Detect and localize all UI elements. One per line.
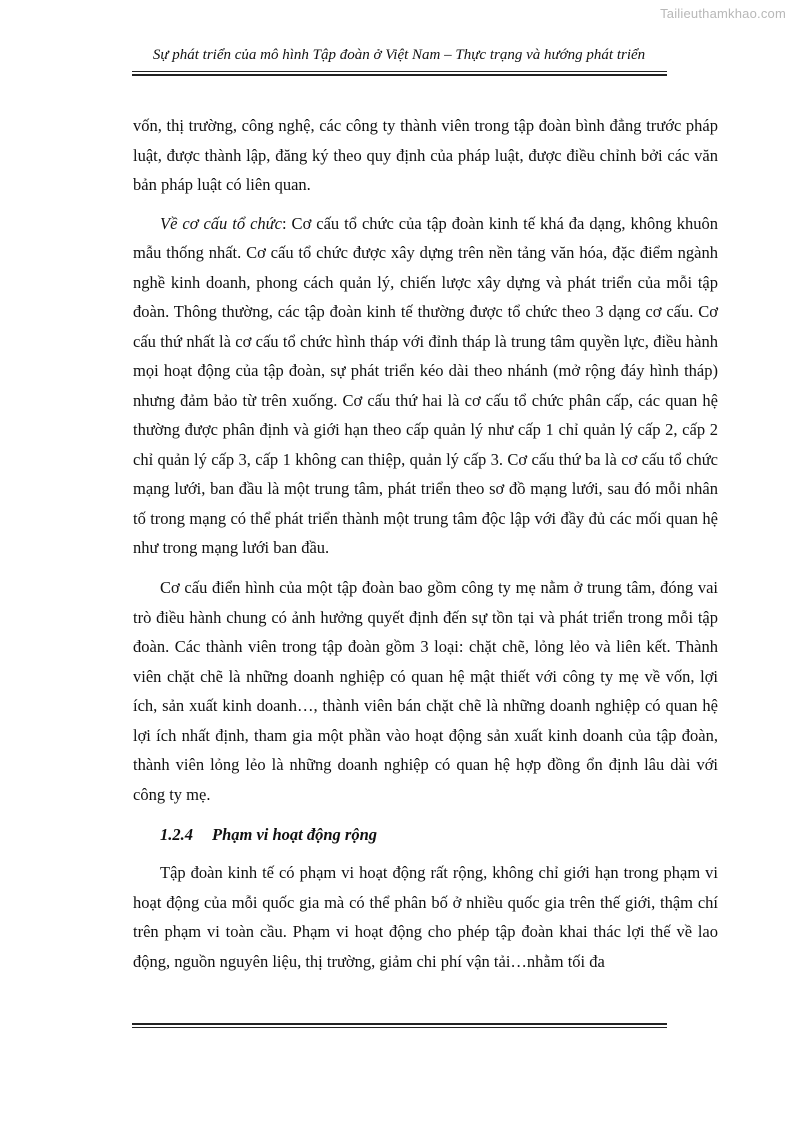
paragraph-organization-structure [133, 209, 718, 563]
page-body [133, 111, 718, 987]
section-heading [160, 820, 718, 850]
running-header: Sự phát triển của mô hình Tập đoàn ở Việt Nam – Thực trạng và hướng phát triển [152, 47, 646, 63]
paragraph-typical-structure: Cơ cấu điển hình của một tập đoàn bao gồm công ty mẹ nằm ở trung tâm, đóng vai trò điều hành chung có ảnh hưởng quyết định đến sự tồn tại và phát triển trong mỗi tập đoàn. Các thành viên trong tập đoàn gồm 3 loại: chặt chẽ, lỏng lẻo và liên kết. Thành viên chặt chẽ là những doanh nghiệp có quan hệ mật thiết với công ty mẹ về vốn, lợi ích, sản xuất kinh doanh…, thành viên bán chặt chẽ là những doanh nghiệp có quan hệ lợi ích nhất định, tham gia một phần vào hoạt động sản xuất kinh doanh của tập đoàn, thành viên lỏng lẻo là những doanh nghiệp có quan hệ hợp đồng ổn định lâu dài với công ty mẹ. [133, 578, 718, 804]
footer-rule [132, 1027, 667, 1028]
header-rule [132, 71, 667, 72]
header-rule-thick [132, 74, 667, 76]
section-title: Phạm vi hoạt động rộng [212, 824, 378, 844]
paragraph-scope: Tập đoàn kinh tế có phạm vi hoạt động rất rộng, không chỉ giới hạn trong phạm vi hoạt động của mỗi quốc gia mà có thể phân bố ở nhiều quốc gia trên thế giới, thậm chí trên phạm vi toàn cầu. Phạm vi hoạt động cho phép tập đoàn khai thác lợi thế về lao động, nguồn nguyên liệu, thị trường, giảm chi phí vận tải…nhằm tối đa [133, 863, 718, 971]
paragraph-lead-phrase: Về cơ cấu tổ chức [160, 213, 282, 233]
footer-rule-thick [132, 1023, 667, 1025]
watermark-text: Tailieuthamkhao.com [660, 6, 786, 21]
section-number: 1.2.4 [160, 824, 193, 844]
paragraph-continuation: vốn, thị trường, công nghệ, các công ty thành viên trong tập đoàn bình đẳng trước pháp luật, được thành lập, đăng ký theo quy định của pháp luật, được điều chỉnh bởi các văn bản pháp luật có liên quan. [133, 116, 718, 194]
paragraph-text: : Cơ cấu tổ chức của tập đoàn kinh tế khá đa dạng, không khuôn mẫu thống nhất. Cơ cấu tổ chức được xây dựng trên nền tảng văn hóa, đặc điểm ngành nghề kinh doanh, phong cách quản lý, chiến lược xây dựng và phát triển của mỗi tập đoàn. Thông thường, các tập đoàn kinh tế thường được tổ chức theo 3 dạng cơ cấu. Cơ cấu thứ nhất là cơ cấu tổ chức hình tháp với đỉnh tháp là trung tâm quyền lực, điều hành mọi hoạt động của tập đoàn, sự phát triển kéo dài theo nhánh (mở rộng đáy hình tháp) nhưng đảm bảo từ trên xuống. Cơ cấu thứ hai là cơ cấu tổ chức phân cấp, các quan hệ thường được phân định và giới hạn theo cấp quản lý như cấp 1 chỉ quản lý cấp 2, cấp 2 chỉ quản lý cấp 3, cấp 1 không can thiệp, quản lý cấp 3. Cơ cấu thứ ba là cơ cấu tổ chức mạng lưới, ban đầu là một trung tâm, phát triển theo sơ đồ mạng lưới, sau đó mỗi nhân tố trong mạng có thể phát triển thành một trung tâm độc lập với đầy đủ các mối quan hệ như trong mạng lưới ban đầu. [133, 213, 718, 557]
